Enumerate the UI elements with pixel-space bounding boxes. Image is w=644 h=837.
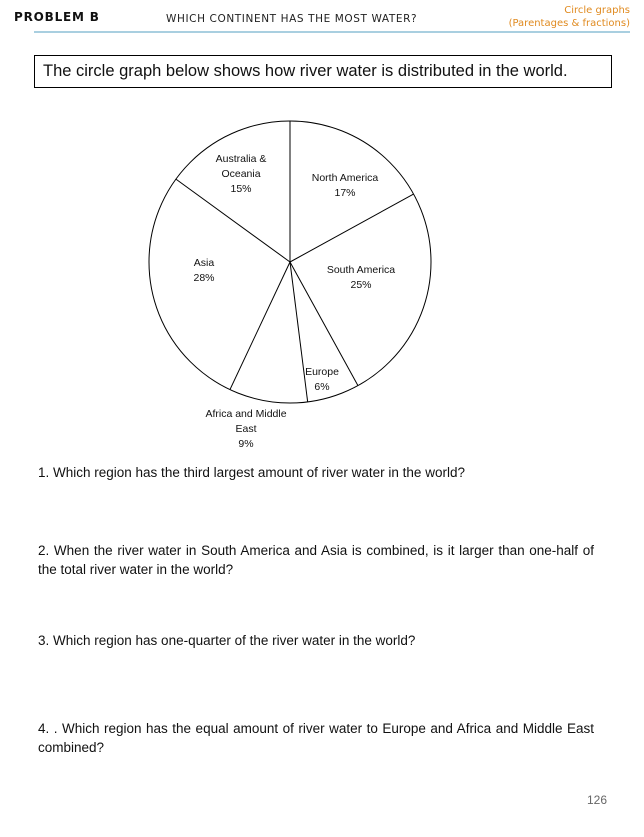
label-south-america-name: South America bbox=[326, 264, 396, 276]
label-europe-name: Europe bbox=[305, 366, 339, 378]
page-number: 126 bbox=[586, 793, 607, 807]
header-title: WHICH CONTINENT HAS THE MOST WATER? bbox=[166, 13, 418, 25]
label-africa-line2: East bbox=[235, 423, 257, 435]
label-australia-line1: Australia & bbox=[215, 153, 267, 165]
question-1: 1. Which region has the third largest amount of river water in the world? bbox=[38, 465, 465, 480]
label-south-america-value: 25% bbox=[350, 279, 372, 291]
label-africa-line1: Africa and Middle bbox=[205, 408, 287, 420]
question-3: 3. Which region has one-quarter of the river water in the world? bbox=[38, 633, 416, 648]
header-topic bbox=[509, 4, 630, 30]
label-australia-value: 15% bbox=[230, 183, 252, 195]
label-north-america-value: 17% bbox=[334, 187, 356, 199]
header-problem: PROBLEM B bbox=[14, 10, 100, 24]
topic-label: Circle graphs bbox=[564, 5, 630, 16]
pie-chart bbox=[0, 110, 644, 460]
label-south-america bbox=[316, 263, 406, 293]
question-2: 2. When the river water in South America and Asia is combined, is it larger than one-half of the total river water in the world? bbox=[38, 543, 594, 577]
label-europe-value: 6% bbox=[314, 381, 330, 393]
label-europe bbox=[300, 365, 344, 395]
label-africa bbox=[196, 407, 296, 452]
label-africa-value: 9% bbox=[238, 438, 254, 450]
header-divider bbox=[34, 31, 630, 33]
label-asia-value: 28% bbox=[193, 272, 215, 284]
label-australia-line2: Oceania bbox=[221, 168, 261, 180]
subtopic-label: (Parentages & fractions) bbox=[508, 18, 630, 29]
label-north-america bbox=[300, 171, 390, 201]
label-north-america-name: North America bbox=[311, 172, 379, 184]
label-asia bbox=[184, 256, 224, 286]
prompt-box: The circle graph below shows how river water is distributed in the world. bbox=[34, 55, 612, 88]
label-australia bbox=[201, 152, 281, 197]
question-4: 4. . Which region has the equal amount of river water to Europe and Africa and Middle East combined? bbox=[38, 721, 594, 755]
label-asia-name: Asia bbox=[193, 257, 215, 269]
